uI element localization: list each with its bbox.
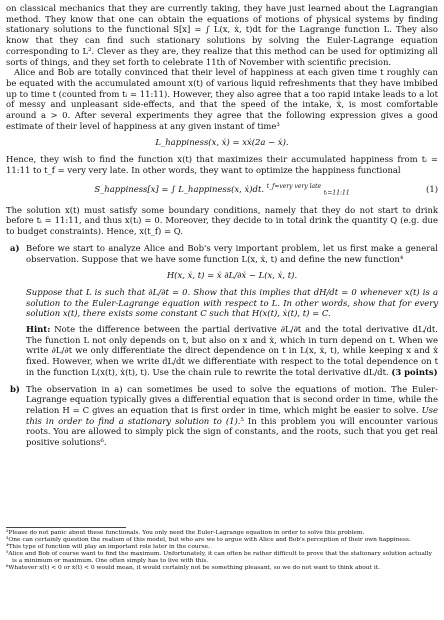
item-b-text3: ⁵ In this problem you will encounter various roots. You are allowed to simply pick the sign of constants, and the roots, such that you get real positive solutions⁶. [26, 415, 438, 448]
item-b-text1: The observation in a) can sometimes be used to solve the equations of motion. The Euler-Lagrange equation typically gives a differential equation that is second order in time, while the relation H = C gives an equation that is first order in time, which might be easier to solve. [26, 383, 438, 415]
footnote-4: ⁴This type of function will play an important role later in the course. [6, 544, 210, 551]
integral-lower-limit: tᵢ=11:11 [323, 189, 350, 197]
paragraph-boundary-conditions: The solution x(t) must satisfy some boundary conditions, namely that they do not start to drink before tᵢ = 11:11, and thus x(tᵢ) = 0. Moreover, they decide to in total drink the quantity Q (e.g. due to budget constraints). Hence, x(t_f) = Q. [6, 204, 438, 237]
footnotes [6, 530, 438, 573]
item-b-text2: Use this in order to find a stationary solution to (1). [26, 405, 438, 426]
footnote-rule [6, 527, 126, 528]
item-a-intro: Before we start to analyze Alice and Bob's very important problem, let us first make a general observation. Suppose that we have some function L(x, ẋ, t) and define the new function⁴ [26, 242, 438, 264]
paragraph-functional: Hence, they wish to find the function x(t) that maximizes their accumulated happiness from tᵢ = 11:11 to t_f = very very late. In other words, they want to optimize the happiness functional [6, 154, 438, 175]
integral-upper-limit: t_f=very very late [266, 182, 322, 190]
document-page [6, 3, 438, 448]
equation-functional-text: S_happiness[x] = ∫ L_happiness(x, ẋ)dt. [94, 183, 265, 194]
paragraph-intro: on classical mechanics that they are currently taking, they have just learned about the Lagrangian method. They know that one can obtain the equations of motions of physical systems by finding stationary solutions to the functional S[x] = ∫ L(x, ẋ, t)dt for the Lagrange function L. They also know that they can find such stationary solutions by solving the Euler-Lagrange equation corresponding to L². Clever as they are, they realize that this method can be used for optimizing all sorts of things, and they set forth to celebrate 11th of November with scientific precision. [6, 3, 438, 67]
footnote-6: ⁶Whatever x(t) < 0 or ẋ(t) < 0 would mean, it would certainly not be something pleasant, so we do not want to think about it. [6, 565, 380, 572]
equation-number: (1) [426, 183, 438, 194]
item-a-task: Suppose that L is such that ∂L/∂t = 0. Show that this implies that dH/dt = 0 whenever x(t) is a solution to the Euler-Lagrange equation with respect to L. In other words, show that for every solution x(t), there exists some constant C such that H(x(t), ẋ(t), t) = C. [26, 286, 438, 319]
paragraph-happiness-model: Alice and Bob are totally convinced that their level of happiness at each given time t roughly can be equated with the accumulated amount x(t) of various liquid refreshments that they have imbibed up to time t (counted from tᵢ = 11:11). However, they also agree that a too rapid intake leads to a lot of messy and unpleasant side-effects, and that the speed of the intake, ẋ, is most comfortable around a > 0. After several experiments they agree that the following expression gives a good estimate of their level of happiness at any given instant of time³ [6, 67, 438, 131]
equation-H [26, 270, 438, 281]
footnote-2: ²Please do not panic about these functionals. You only need the Euler-Lagrange equation in order to solve this problem. [6, 530, 365, 536]
problem-item-b [6, 384, 438, 448]
item-a-label: a) [10, 242, 20, 253]
equation-functional [6, 182, 438, 199]
item-b-label: b) [10, 383, 20, 394]
hint-text: Note the difference between the partial derivative ∂L/∂t and the total derivative dL/dt. The function L not only depends on t, but also on x and ẋ, which in turn depend on t. When we write ∂L/∂t we only differentiate the direct dependence on t in L(x, ẋ, t), while keeping x and ẋ fixed. However, when we write dL/dt we differentiate with respect to the total dependence on t in the function L(x(t), ẋ(t), t). Use the chain rule to rewrite the total derivative dL/dt. [26, 324, 438, 377]
points-a: (3 points) [391, 366, 438, 377]
item-a-hint [26, 324, 438, 378]
equation-lagrangian [6, 137, 438, 148]
equation-lagrangian-text: L_happiness(x, ẋ) = xẋ(2a − ẋ). [155, 137, 289, 148]
footnote-3: ³One can certainly question the realism of this model, but who are we to argue with Alice and Bob's perception of their own happiness. [6, 537, 411, 544]
equation-H-text: H(x, ẋ, t) = ẋ ∂L/∂ẋ − L(x, ẋ, t). [166, 270, 298, 281]
hint-label: Hint: [26, 324, 51, 335]
problem-item-a [6, 243, 438, 378]
footnote-5: ⁵Alice and Bob of course want to find the maximum. Unfortunately, it can often be rather difficult to prove that the stationary solution actually is a minimum or maximum. One often simply has to live with this. [6, 551, 432, 565]
item-b-text [26, 384, 438, 448]
